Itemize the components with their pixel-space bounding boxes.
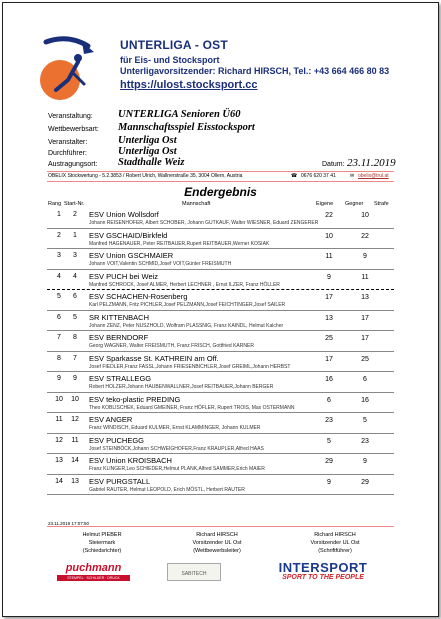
signature-referee [57, 531, 147, 555]
contact-email-link[interactable]: obelix@trul.at [358, 173, 389, 179]
row-opponent-points: 10 [361, 212, 369, 219]
phone-icon: ☎ [291, 173, 298, 179]
table-row [47, 249, 394, 270]
row-start-number: 9 [73, 375, 77, 382]
row-opponent-points: 22 [361, 232, 369, 240]
row-team-name: ESV ANGER [89, 415, 133, 424]
sponsor-name: INTERSPORT [278, 560, 368, 575]
table-row [47, 372, 394, 393]
row-rank: 7 [57, 334, 61, 341]
row-players: Johann VOIT,Valentin SCHMID,Josef VOIT,Günter FREISMUTH [89, 261, 232, 267]
col-points-header: Eigene [316, 201, 334, 207]
row-rank: 9 [57, 375, 61, 382]
sponsor-intersport-logo [256, 560, 390, 584]
row-points: 5 [327, 437, 331, 445]
sponsor-tagline: SPORT TO THE PEOPLE [282, 574, 364, 581]
contact-address: OBELIX Stockwertung - 5.2.3853 / Robert Ulrich, Wallnerstraße 35, 3004 Ollern, Austria [48, 173, 243, 179]
row-opponent-points: 17 [361, 335, 369, 342]
curling-player-logo-icon [38, 32, 102, 104]
col-rank-header: Rang [48, 201, 62, 207]
row-rank: 4 [57, 272, 61, 280]
row-players: Franz WINDISCH, Eduard KULMER, Ernst KLAMMINGER, Johann KULMER [89, 425, 261, 431]
divider [47, 181, 394, 182]
row-points: 9 [327, 273, 331, 281]
page-title: Endergebnis [184, 185, 257, 199]
table-row [47, 270, 394, 291]
row-opponent-points: 9 [363, 253, 367, 260]
sponsor-sabitech-logo [167, 563, 221, 581]
table-row [47, 208, 394, 229]
date-label: Datum: [322, 161, 345, 168]
competition-value: Mannschaftsspiel Eisstocksport [118, 122, 255, 133]
row-team-name: ESV Union GSCHMAIER [89, 251, 174, 260]
chairman-line: Unterligavorsitzender: Richard HIRSCH, Tel.: +43 664 466 80 83 [120, 66, 390, 76]
signature-role: (Schiedsrichter) [82, 548, 122, 554]
row-players: Georg WAGNER, Walter FREISMUTH, Franz FRISCH, Gottfried KARNER [89, 343, 254, 349]
row-rank: 2 [57, 231, 61, 239]
row-opponent-points: 11 [361, 273, 369, 281]
row-points: 16 [325, 376, 333, 383]
row-points: 25 [325, 335, 333, 342]
row-start-number: 3 [73, 252, 77, 259]
row-players: Johann ZENZ, Peter NUSZHOLD, Wolfram PLASSNIG, Franz KAINDL, Helmut Kalcher [89, 322, 284, 329]
competition-label: Wettbewerbsart: [48, 126, 99, 133]
sponsor-name: puchmann [65, 562, 122, 574]
organizer-value: Unterliga Ost [118, 135, 177, 146]
row-players: Josef FIEDLER,Franz FASSL,Johann FRIESENBICHLER,Josef GREIML,Johann HERBST [89, 363, 291, 370]
row-points: 10 [325, 232, 333, 240]
row-start-number: 10 [71, 395, 79, 403]
row-team-name: ESV Union Wollsdorf [89, 210, 159, 219]
organizer-label: Veranstalter: [48, 139, 88, 146]
table-row [47, 454, 394, 475]
row-players: Johann REISENHOFER, Albert SCHOBER, Johann GUTKAUF, Walter WIESNER, Eduard ZENGERER [89, 220, 319, 226]
league-subtitle: für Eis- und Stocksport [120, 55, 220, 65]
date-value: 23.11.2019 [347, 157, 396, 169]
sponsor-puchmann-logo [57, 562, 130, 582]
league-title: UNTERLIGA - OST [120, 38, 228, 52]
row-opponent-points: 6 [363, 376, 367, 383]
contact-phone: 0676 620 37 41 [301, 173, 336, 179]
row-team-name: ESV SCHACHEN-Rosenberg [89, 292, 188, 301]
signature-role: Steiermark [88, 540, 116, 546]
row-opponent-points: 9 [363, 458, 367, 465]
row-start-number: 5 [73, 313, 77, 321]
row-opponent-points: 29 [361, 478, 369, 486]
venue-label: Austragungsort: [48, 161, 98, 168]
row-start-number: 11 [71, 436, 79, 444]
row-points: 11 [325, 253, 333, 260]
row-players: Manfred HAGENAUER, Peter REITBAUER,Rupert REITBAUER,Werner KOSIAK [89, 240, 270, 247]
sponsor-name: SABITECH [181, 571, 207, 577]
row-rank: 6 [57, 313, 61, 321]
row-points: 22 [325, 212, 333, 219]
col-team-header: Mannschaft [182, 201, 211, 207]
row-points: 17 [325, 355, 333, 363]
row-rank: 1 [57, 211, 61, 218]
signature-role: (Schriftführer) [318, 548, 352, 554]
table-row [47, 475, 394, 496]
col-start-header: Start-Nr. [64, 201, 85, 207]
table-row [47, 229, 394, 250]
row-players: Manfred SCHROCK, Josef ALMER, Herbert LECHNER , Ernst ILZER, Franz HÖLLER [89, 281, 280, 288]
row-players: Theo KOBLISCHEK, Eduard GMEINER, Franz HÖFLER, Rupert TROIS, Max OSTERMANN [89, 404, 295, 411]
row-team-name: ESV PUCH bei Weiz [89, 271, 159, 281]
row-opponent-points: 23 [361, 437, 369, 445]
row-rank: 8 [57, 354, 61, 362]
row-opponent-points: 17 [361, 314, 369, 322]
signature-competition-leader [172, 531, 262, 555]
signature-name: Richard HIRSCH [196, 532, 238, 538]
row-rank: 3 [57, 252, 61, 259]
print-timestamp: 23.11.2019 17:07:50 [48, 521, 89, 526]
row-team-name: ESV STRALLEGG [89, 374, 152, 383]
row-start-number: 1 [73, 231, 77, 239]
row-team-name: ESV Sparkasse St. KATHREIN am Off. [89, 353, 219, 363]
results-table [47, 208, 394, 495]
row-team-name: ESV teko-plastic PREDING [89, 394, 181, 404]
row-players: Robert HOLZER,Johann HAUBENWALLNER,Josef REITBAUER,Johann BERGER [89, 384, 274, 390]
table-row [47, 434, 394, 455]
executor-label: Durchführer: [48, 150, 87, 157]
table-row [47, 352, 394, 373]
row-opponent-points: 13 [361, 294, 369, 301]
signature-role: Vorsitzender UL Ost [192, 540, 242, 546]
row-team-name: ESV PUCHEGG [89, 435, 145, 445]
row-points: 6 [327, 396, 331, 404]
signature-name: Helmut PIEBER [82, 532, 122, 538]
row-players: Karl PELZMANN, Fritz PICHLER,Josef PELZMANN,Josef FEICHTINGER,Josef SAILER [89, 302, 286, 308]
row-start-number: 8 [73, 334, 77, 341]
signature-secretary [290, 531, 380, 555]
row-points: 29 [325, 458, 333, 465]
signature-name: Richard HIRSCH [314, 532, 356, 538]
row-start-number: 7 [73, 354, 77, 362]
col-opponent-header: Gegner [345, 201, 364, 207]
row-start-number: 13 [71, 477, 79, 485]
row-rank: 5 [57, 293, 61, 300]
row-start-number: 6 [73, 293, 77, 300]
row-points: 17 [325, 294, 333, 301]
row-start-number: 12 [71, 416, 79, 423]
sponsor-tagline: STEMPEL · SCHILDER · DRUCK [57, 575, 130, 581]
row-points: 23 [325, 417, 333, 424]
row-players: Gabriel RAUTER, Helmut LEOPOLD, Erich MÖSTL, Herbert RAUTER [89, 486, 245, 493]
executor-value: Unterliga Ost [118, 146, 177, 157]
row-rank: 10 [55, 395, 63, 403]
table-row [47, 311, 394, 332]
row-rank: 12 [55, 436, 63, 444]
table-row [47, 331, 394, 352]
signature-role: Vorsitzender UL Ost [310, 540, 360, 546]
signature-role: (Wettbewerbsleiter) [193, 548, 241, 554]
divider [47, 526, 394, 527]
row-rank: 11 [55, 416, 63, 423]
row-points: 13 [325, 314, 333, 322]
row-team-name: ESV BERNDORF [89, 333, 149, 342]
event-label: Veranstaltung: [48, 113, 93, 120]
row-players: Josef STEINBÖCK,Johann SCHWEIGHOFER,Franz KRAUPLER,Alfred HAAS [89, 445, 264, 452]
venue-value: Stadthalle Weiz [118, 157, 185, 168]
row-start-number: 4 [73, 272, 77, 280]
col-extra-header: Strafe [374, 201, 389, 207]
event-value: UNTERLIGA Senioren Ü60 [118, 109, 241, 120]
table-row [47, 393, 394, 414]
row-team-name: ESV PURGSTALL [89, 476, 151, 486]
league-url-link[interactable]: https://ulost.stocksport.cc [120, 79, 258, 91]
row-points: 9 [327, 478, 331, 486]
row-opponent-points: 16 [361, 396, 369, 404]
email-icon: ✉ [350, 173, 355, 179]
row-opponent-points: 25 [361, 355, 369, 363]
table-row [47, 290, 394, 311]
divider [47, 171, 394, 172]
row-team-name: ESV GSCHAID/Birkfeld [89, 230, 168, 240]
row-rank: 13 [55, 457, 63, 464]
table-row [47, 413, 394, 434]
row-opponent-points: 5 [363, 417, 367, 424]
row-start-number: 14 [71, 457, 79, 464]
row-rank: 14 [55, 477, 63, 485]
row-start-number: 2 [73, 211, 77, 218]
row-team-name: ESV Union KROISBACH [89, 456, 172, 465]
row-team-name: SR KITTENBACH [89, 312, 150, 322]
row-players: Franz KLINGER,Leo SCHIEDER,Helmut PLANK,Alfred SAMMER,Erich MAIER [89, 466, 265, 472]
